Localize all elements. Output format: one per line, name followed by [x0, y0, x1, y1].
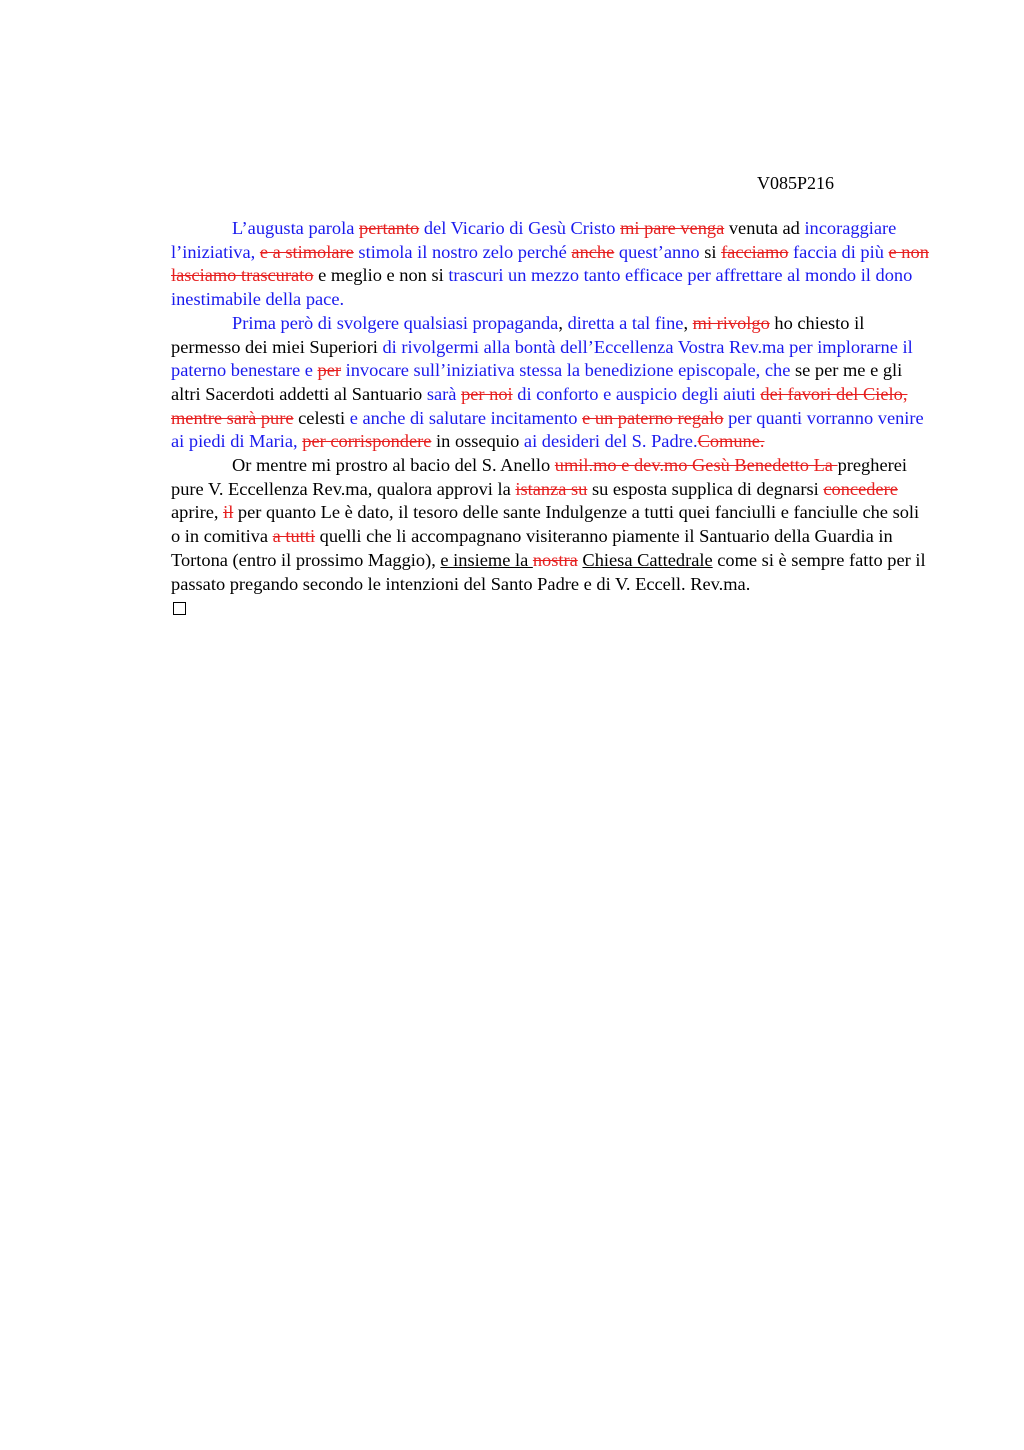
deleted-text: anche: [571, 241, 615, 262]
paragraph: [171, 312, 929, 454]
deleted-text: e non lasciamo trascurato: [171, 241, 929, 286]
text-segment: in ossequio: [431, 431, 524, 452]
inserted-text: incoraggiare l’iniziativa,: [171, 218, 897, 262]
deleted-text: dei favori del Cielo, mentre sarà pure: [171, 383, 908, 428]
deleted-text: mi pare venga: [620, 218, 725, 238]
inserted-text: quest’anno: [614, 241, 700, 262]
deleted-text: istanza su: [515, 478, 588, 499]
inserted-text: L’augusta parola: [232, 218, 359, 238]
inserted-text: di rivolgermi alla bontà dell’Eccellenza Vostra Rev.ma per implorarne il paterno benestare e: [171, 336, 913, 381]
deleted-text: nostra: [532, 549, 578, 570]
deleted-text: il: [223, 502, 234, 523]
text-segment: ,: [558, 312, 568, 333]
text-segment: celesti: [293, 407, 350, 428]
inserted-text: del Vicario di Gesù Cristo: [419, 218, 621, 238]
deleted-text: concedere: [823, 478, 898, 499]
underlined-text: Chiesa Cattedrale: [582, 549, 713, 570]
text-segment: come si è sempre fatto per il passato pregando secondo le intenzioni del Santo Padre e di V. Eccell. Rev.ma.: [171, 549, 926, 594]
text-segment: su esposta supplica di degnarsi: [587, 478, 824, 499]
inserted-text: di conforto e auspicio degli aiuti: [512, 383, 761, 404]
deleted-text: mi rivolgo: [692, 312, 770, 333]
deleted-text: pertanto: [359, 218, 420, 238]
inserted-text: e anche di salutare incitamento: [349, 407, 583, 428]
deleted-text: per corrispondere: [302, 431, 432, 452]
deleted-text: a tutti: [272, 526, 316, 547]
deleted-text: per: [317, 360, 342, 381]
deleted-text: per noi: [461, 383, 513, 404]
empty-checkbox-icon: [173, 602, 186, 615]
page-id: V085P216: [757, 173, 835, 193]
deleted-text: e a stimolare: [259, 241, 354, 262]
text-segment: si: [699, 241, 722, 262]
text-segment: Or mentre mi prostro al bacio del S. Anello: [232, 455, 555, 476]
text-segment: aprire,: [171, 502, 224, 523]
text-segment: pregherei pure V. Eccellenza Rev.ma, qualora approvi la: [171, 455, 908, 499]
deleted-text: Comune.: [697, 431, 765, 452]
underlined-text: e insieme la: [440, 549, 533, 570]
text-segment: ho chiesto il permesso dei miei Superiori: [171, 312, 865, 357]
text-segment: e meglio e non si: [313, 265, 449, 286]
document-body: [171, 217, 929, 615]
paragraph: [171, 217, 929, 312]
inserted-text: per quanti vorranno venire ai piedi di Maria,: [171, 407, 924, 452]
text-segment: per quanto Le è dato, il tesoro delle sante Indulgenze a tutti quei fanciulli e fanciulle che soli o in comitiva: [171, 502, 920, 547]
text-segment: ,: [683, 312, 693, 333]
inserted-text: invocare sull’iniziativa stessa la benedizione episcopale, che: [341, 360, 791, 381]
inserted-text: Prima però di svolgere qualsiasi propaganda: [232, 312, 559, 333]
paragraph: [171, 454, 929, 596]
text-segment: se per me e gli altri Sacerdoti addetti al Santuario: [171, 360, 903, 404]
inserted-text: diretta a tal fine: [567, 312, 684, 333]
inserted-text: faccia di più: [788, 241, 889, 262]
deleted-text: umil.mo e dev.mo Gesù Benedetto La: [554, 455, 838, 476]
inserted-text: stimola il nostro zelo perché: [353, 241, 572, 262]
inserted-text: sarà: [426, 383, 462, 404]
text-segment: venuta ad: [724, 218, 805, 238]
deleted-text: facciamo: [721, 241, 789, 262]
inserted-text: ai desideri del S. Padre.: [523, 431, 698, 452]
inserted-text: trascuri un mezzo tanto efficace per affrettare al mondo il dono inestimabile della pace.: [171, 265, 913, 310]
deleted-text: e un paterno regalo: [582, 407, 724, 428]
text-segment: quelli che li accompagnano visiteranno piamente il Santuario della Guardia in Tortona (entro il prossimo Maggio),: [171, 526, 893, 570]
